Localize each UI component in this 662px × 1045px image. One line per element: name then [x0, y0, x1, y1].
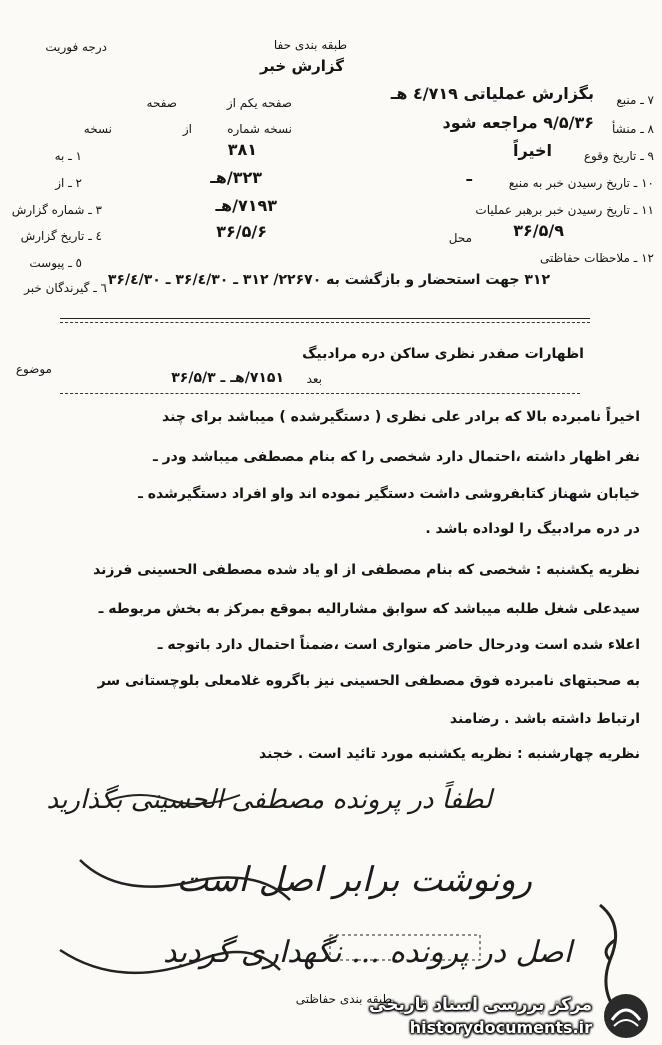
- field-7-value: بگزارش عملیاتی ٤/۷۱۹ هـ: [390, 84, 594, 103]
- field-8-label: ۸ ـ منشأ: [611, 122, 654, 136]
- field-12-label: ۱۲ ـ ملاحظات حفاظتی: [540, 251, 654, 265]
- analysis-line: سیدعلی شغل طلبه میباشد که سوابق مشارالیه بموقع بمرکز به بخش مربوطه ـ: [98, 601, 640, 617]
- field-10-value: ـ: [466, 166, 472, 185]
- field-4-value: ۳۶/۵/۶: [216, 222, 267, 241]
- handwritten-note: رونوشت برابر اصل است: [176, 860, 532, 900]
- wednesday-note: نظریه چهارشنبه : نظریه یکشنبه مورد تائید است . خجند: [258, 746, 640, 762]
- copies-label: نسخه شماره: [227, 122, 292, 136]
- field-4-label: ٤ ـ تاریخ گزارش: [20, 229, 102, 243]
- field-3-label: ۳ ـ شماره گزارش: [11, 203, 102, 217]
- page-suffix: صفحه: [146, 96, 177, 110]
- body-line: خیابان شهناز کتابفروشی داشت دستگیر نموده اند واو افراد دستگیرشده ـ: [138, 486, 640, 502]
- place-label: محل: [448, 231, 472, 245]
- field-7-label: ۷ ـ منبع: [616, 93, 654, 107]
- analysis-line: اعلاء شده است ودرحال حاضر متواری است ،ضمناً احتمال دارد باتوجه ـ: [157, 637, 640, 653]
- reference-value: ۷۱۵۱/هـ ـ ۳۶/۵/۳: [171, 370, 284, 386]
- field-1-label: ۱ ـ به: [54, 149, 82, 163]
- field-1-value: ۳۸۱: [227, 140, 257, 159]
- reference-label: بعد: [306, 372, 322, 386]
- field-2-label: ۲ ـ از: [55, 176, 82, 190]
- body-line: اخیراً نامبرده بالا که برادر علی نظری ( دستگیرشده ) میباشد برای چند: [162, 409, 640, 425]
- urgency-label: درجه فوریت: [45, 40, 107, 54]
- report-title: گزارش خبر: [259, 57, 344, 75]
- watermark-name: مرکز بررسی اسناد تاریخی: [369, 995, 592, 1015]
- handwritten-note: اصل در پرونده ... نگهداری گردید: [163, 935, 572, 970]
- field-5-label: ٥ ـ پیوست: [29, 256, 82, 270]
- copies-suffix: نسخه: [83, 122, 112, 136]
- field-11-label: ۱۱ ـ تاریخ رسیدن خبر برهبر عملیات: [475, 203, 654, 217]
- subject-label: موضوع: [15, 362, 52, 376]
- field-11-value: ۳۶/۵/۹: [513, 221, 564, 240]
- field-10-label: ۱۰ ـ تاریخ رسیدن خبر به منبع: [508, 176, 654, 190]
- page-label: صفحه یکم از: [226, 96, 292, 110]
- handwritten-note: لطفاً در پرونده مصطفی الحسینی بگذارید: [46, 785, 492, 815]
- analysis-line: نظریه یکشنبه : شخصی که بنام مصطفی از او یاد شده مصطفی الحسینی فرزند: [93, 562, 640, 578]
- analysis-line: ارتباط داشته باشد . رضامند: [449, 711, 640, 727]
- footer-classification: طبقه بندی حفاظتی: [295, 992, 392, 1006]
- recipients-label: ٦ ـ گیرندگان خبر: [24, 281, 107, 295]
- archive-logo-icon: [600, 990, 652, 1042]
- field-3-value: ۷۱۹۳/هـ: [215, 196, 277, 215]
- classification-label: طبقه بندی حفا: [273, 38, 347, 52]
- subject-value: اظهارات صفدر نظری ساکن دره مرادبیگ: [302, 346, 584, 362]
- copies-of: از: [182, 122, 192, 136]
- field-8-value: ۹/۵/۳۶ مراجعه شود: [442, 113, 594, 132]
- body-line: نفر اظهار داشته ،احتمال دارد شخصی را که بنام مصطفی میباشد ودر ـ: [152, 449, 640, 465]
- watermark-url: historydocuments.ir: [409, 1018, 592, 1037]
- field-2-value: ۳۲۳/هـ: [210, 168, 262, 187]
- field-9-label: ۹ ـ تاریخ وقوع: [583, 149, 654, 163]
- recipients-value: ۳۱۲ جهت استحضار و بازگشت به ۲۲۶۷۰/ ۳۱۲ ـ ۳۶/٤/۳۰ ـ ۳۶/٤/۳۰: [107, 272, 550, 288]
- field-9-value: اخیراً: [513, 141, 552, 160]
- analysis-line: به صحبتهای نامبرده فوق مصطفی الحسینی نیز باگروه غلامعلی بلوچستانی سر: [97, 673, 640, 689]
- body-line: در دره مرادبیگ را لوداده باشد .: [425, 521, 640, 537]
